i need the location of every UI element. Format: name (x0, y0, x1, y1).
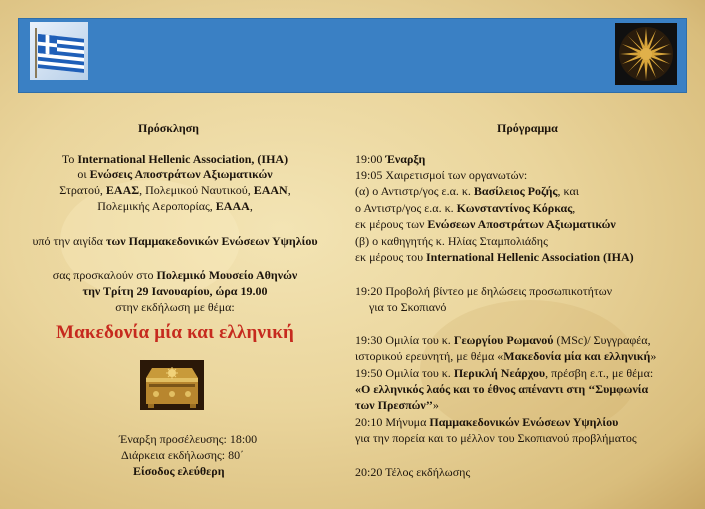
text-fragment: , (572, 201, 576, 215)
program-video-topic: για το Σκοπιανό (369, 300, 447, 314)
program-video: 19:20 Προβολή βίντεο με δηλώσεις προσωπικοτήτων (355, 284, 613, 298)
program-message (355, 415, 618, 430)
org-name: Παμμακεδονικών Ενώσεων Υψηλίου (429, 415, 619, 429)
text-fragment: Πολεμικής Αεροπορίας, (97, 199, 216, 213)
speaker-name: Γεωργίου Ρωμανού (453, 333, 554, 347)
eaaa-abbrev: ΕΑΑΑ (215, 199, 250, 213)
event-date: την Τρίτη 29 Ιανουαρίου, ώρα 19.00 (82, 284, 268, 298)
venue-line (5, 268, 345, 283)
eaas-abbrev: ΕΑΑΣ (105, 183, 140, 197)
venue-name: Πολεμικό Μουσείο Αθηνών (156, 268, 298, 282)
program-heading: Πρόγραμμα (497, 121, 558, 135)
program-end: 20:20 Τέλος εκδήλωσης (355, 465, 471, 479)
text-fragment: ιστορικού ερευνητή, με θέμα « (355, 349, 504, 363)
text-fragment: , (249, 199, 253, 213)
invitation-heading: Πρόσκληση (138, 121, 199, 135)
free-entry (133, 464, 225, 479)
text-fragment: 19:50 Ομιλία του κ. (355, 366, 454, 380)
text-fragment: ο Αντιστρ/γος ε.α. κ. (355, 201, 457, 215)
text-fragment: , Πολεμικού Ναυτικού, (139, 183, 254, 197)
text-fragment: , πρέσβη ε.τ., με θέμα: (545, 366, 654, 380)
program-talk-2-topic (355, 382, 648, 397)
text-fragment: υπό την αιγίδα (32, 234, 106, 248)
text-fragment: σας προσκαλούν στο (52, 268, 157, 282)
text-fragment: , και (557, 184, 579, 198)
program-speaker-b: (β) ο καθηγητής κ. Ηλίας Σταμπολιάδης (355, 234, 548, 248)
text-fragment: οι (77, 167, 90, 181)
program-talk-1-topic (355, 349, 656, 364)
program-talk-1 (355, 333, 651, 348)
iha-name: International Hellenic Association, (IHA) (77, 152, 289, 166)
program-talk-2 (355, 366, 653, 381)
talk-title: των Πρεσπών’’ (355, 398, 433, 412)
organizer-line-2 (5, 167, 345, 182)
start-label: Έναρξη (385, 152, 426, 166)
talk-title: Μακεδονία μία και ελληνική (503, 349, 651, 363)
event-title: Μακεδονία μία και ελληνική (55, 322, 295, 343)
speaker-name: Κωνσταντίνος Κόρκας (456, 201, 573, 215)
date-line (5, 284, 345, 299)
text-fragment: εκ μέρους του (355, 250, 427, 264)
program-speaker-a (355, 184, 579, 199)
program-greetings: 19:05 Χαιρετισμοί των οργανωτών: (355, 168, 528, 182)
theme-line: στην εκδήλωση με θέμα: (115, 300, 235, 314)
golden-larnax-icon (140, 360, 204, 410)
text-fragment: Στρατού, (59, 183, 106, 197)
organizer-line-3 (5, 183, 345, 198)
program-message-topic: για την πορεία και το μέλλον του Σκοπιανού προβλήματος (355, 431, 637, 445)
program-talk-2-topic-cont (355, 398, 439, 413)
organizer-line-4 (5, 199, 345, 214)
arrival-time: Έναρξη προσέλευσης: 18:00 (119, 432, 258, 446)
text-fragment: εκ μέρους των (355, 217, 428, 231)
program-behalf-unions (355, 217, 616, 232)
text-fragment: » (432, 398, 439, 412)
greek-flag-icon (30, 22, 88, 80)
organizer-line-1 (5, 152, 345, 167)
speaker-name: Περικλή Νεάρχου (453, 366, 546, 380)
retired-officers-unions: Ενώσεις Αποστράτων Αξιωματικών (89, 167, 273, 181)
program-speaker-a2 (355, 201, 575, 216)
text-fragment: Το (61, 152, 78, 166)
text-fragment: (α) ο Αντιστρ/γος ε.α. κ. (355, 184, 474, 198)
aegis-org: των Παμμακεδονικών Ενώσεων Υψηλίου (105, 234, 318, 248)
program-start (355, 152, 425, 167)
event-duration: Διάρκεια εκδήλωσης: 80΄ (121, 448, 245, 462)
program-behalf-iha (355, 250, 634, 265)
time-label: 19:00 (355, 152, 386, 166)
free-entry-text: Είσοδος ελεύθερη (133, 464, 225, 478)
org-name: International Hellenic Association (IHA) (426, 250, 634, 264)
text-fragment: (MSc)/ Συγγραφέα, (553, 333, 651, 347)
org-name: Ενώσεων Αποστράτων Αξιωματικών (427, 217, 616, 231)
vergina-sun-icon (615, 23, 677, 85)
text-fragment: , (287, 183, 291, 197)
talk-title: «Ο ελληνικός λαός και το έθνος απέναντι στη ‘‘Συμφωνία (355, 382, 649, 396)
text-fragment: 19:30 Ομιλία του κ. (355, 333, 454, 347)
eaan-abbrev: ΕΑΑΝ (253, 183, 288, 197)
aegis-line (5, 234, 345, 249)
text-fragment: » (650, 349, 657, 363)
text-fragment: 20:10 Μήνυμα (355, 415, 430, 429)
speaker-name: Βασίλειος Ροζής (473, 184, 558, 198)
header-band (18, 18, 687, 93)
